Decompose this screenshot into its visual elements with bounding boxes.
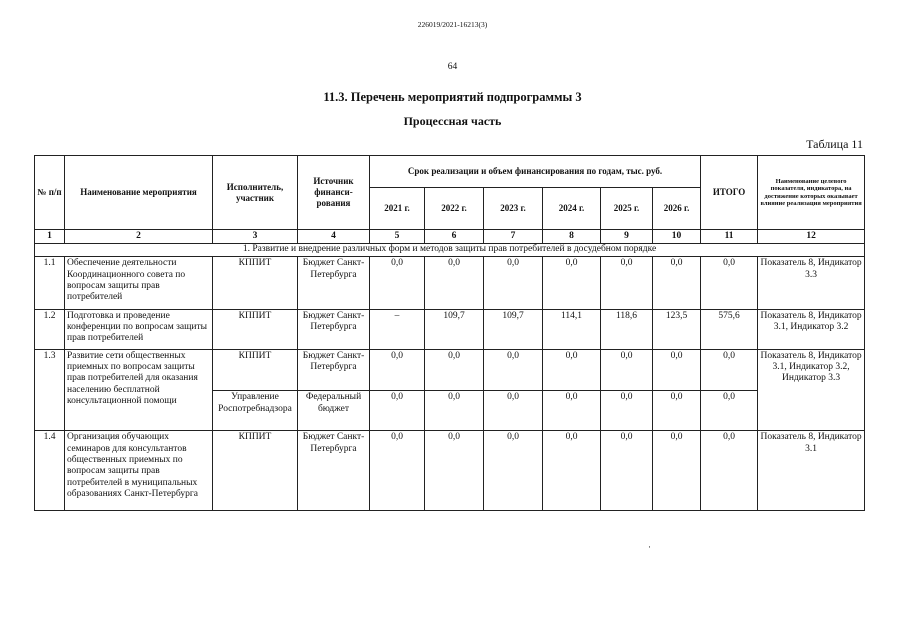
column-number: 12 <box>758 230 865 244</box>
year-value: 118,6 <box>601 309 653 349</box>
funding-source: Бюджет Санкт-Петербурга <box>298 257 370 309</box>
executor: КППИТ <box>213 309 298 349</box>
year-value: 0,0 <box>653 349 701 391</box>
section-title: 1. Развитие и внедрение различных форм и методов защиты прав потребителей в досудебном порядке <box>35 243 865 257</box>
stray-mark: · <box>648 542 651 552</box>
header-year: 2023 г. <box>484 188 543 230</box>
header-period: Срок реализации и объем финансирования по годам, тыс. руб. <box>370 156 701 188</box>
page-title: 11.3. Перечень мероприятий подпрограммы 3 <box>323 90 582 104</box>
year-value: 0,0 <box>601 431 653 511</box>
executor: КППИТ <box>213 257 298 309</box>
table-row <box>35 349 865 391</box>
header-executor: Исполнитель, участник <box>213 156 298 230</box>
table-row <box>35 257 865 309</box>
row-number: 1.4 <box>35 431 65 511</box>
year-value: 0,0 <box>484 257 543 309</box>
column-number: 1 <box>35 230 65 244</box>
row-number: 1.3 <box>35 349 65 431</box>
year-value: 0,0 <box>425 391 484 431</box>
year-value: 0,0 <box>370 391 425 431</box>
header-name: Наименование мероприятия <box>65 156 213 230</box>
year-value: 0,0 <box>543 257 601 309</box>
header-no: № п/п <box>35 156 65 230</box>
header-year: 2021 г. <box>370 188 425 230</box>
year-value: 0,0 <box>601 349 653 391</box>
year-value: 0,0 <box>484 349 543 391</box>
indicator: Показатель 8, Индикатор 3.1, Индикатор 3.2 <box>758 309 865 349</box>
year-value: 0,0 <box>653 431 701 511</box>
year-value: 123,5 <box>653 309 701 349</box>
row-number: 1.1 <box>35 257 65 309</box>
column-numbers-row <box>35 230 865 244</box>
executor: КППИТ <box>213 349 298 391</box>
year-value: 0,0 <box>370 257 425 309</box>
year-value: – <box>370 309 425 349</box>
funding-source: Бюджет Санкт-Петербурга <box>298 349 370 391</box>
header-year: 2026 г. <box>653 188 701 230</box>
year-value: 0,0 <box>653 391 701 431</box>
column-number: 5 <box>370 230 425 244</box>
column-number: 8 <box>543 230 601 244</box>
column-number: 11 <box>701 230 758 244</box>
column-number: 10 <box>653 230 701 244</box>
table-label: Таблица 11 <box>806 137 863 151</box>
year-value: 0,0 <box>425 257 484 309</box>
funding-source: Бюджет Санкт-Петербурга <box>298 309 370 349</box>
total-value: 0,0 <box>701 431 758 511</box>
page-subtitle: Процессная часть <box>403 114 502 128</box>
column-number: 7 <box>484 230 543 244</box>
header-year: 2022 г. <box>425 188 484 230</box>
year-value: 0,0 <box>653 257 701 309</box>
total-value: 0,0 <box>701 257 758 309</box>
page-number: 64 <box>447 62 458 72</box>
executor: КППИТ <box>213 431 298 511</box>
year-value: 114,1 <box>543 309 601 349</box>
year-value: 0,0 <box>601 257 653 309</box>
year-value: 0,0 <box>425 431 484 511</box>
row-number: 1.2 <box>35 309 65 349</box>
header-year: 2024 г. <box>543 188 601 230</box>
indicator: Показатель 8, Индикатор 3.1 <box>758 431 865 511</box>
total-value: 0,0 <box>701 349 758 391</box>
year-value: 0,0 <box>543 349 601 391</box>
year-value: 0,0 <box>370 349 425 391</box>
table-row <box>35 431 865 511</box>
year-value: 0,0 <box>425 349 484 391</box>
total-value: 575,6 <box>701 309 758 349</box>
column-number: 2 <box>65 230 213 244</box>
year-value: 0,0 <box>484 391 543 431</box>
activity-name: Развитие сети общественных приемных по вопросам защиты прав потребителей для оказания населению бесплатной консультационной помощи <box>65 349 213 431</box>
header-total: ИТОГО <box>701 156 758 230</box>
table-row <box>35 309 865 349</box>
year-value: 0,0 <box>543 431 601 511</box>
column-number: 3 <box>213 230 298 244</box>
header-indicator: Наименование целевого показателя, индикатора, на достижение которых оказывает влияние реализация мероприятия <box>758 156 865 230</box>
activity-name: Обеспечение деятельности Координационного совета по вопросам защиты прав потребителей <box>65 257 213 309</box>
indicator: Показатель 8, Индикатор 3.3 <box>758 257 865 309</box>
indicator: Показатель 8, Индикатор 3.1, Индикатор 3.2, Индикатор 3.3 <box>758 349 865 431</box>
year-value: 109,7 <box>484 309 543 349</box>
column-number: 6 <box>425 230 484 244</box>
year-value: 0,0 <box>543 391 601 431</box>
activity-name: Организация обучающих семинаров для консультантов общественных приемных по вопросам защиты прав потребителей в муниципальных образованиях Санкт-Петербурга <box>65 431 213 511</box>
activities-table <box>34 155 865 511</box>
year-value: 0,0 <box>601 391 653 431</box>
executor: Управление Роспотребнадзора <box>213 391 298 431</box>
funding-source: Бюджет Санкт-Петербурга <box>298 431 370 511</box>
funding-source: Федеральный бюджет <box>298 391 370 431</box>
total-value: 0,0 <box>701 391 758 431</box>
year-value: 0,0 <box>484 431 543 511</box>
section-row <box>35 243 865 257</box>
header-year: 2025 г. <box>601 188 653 230</box>
year-value: 0,0 <box>370 431 425 511</box>
column-number: 9 <box>601 230 653 244</box>
column-number: 4 <box>298 230 370 244</box>
document-number: 226019/2021-16213(3) <box>417 20 488 29</box>
year-value: 109,7 <box>425 309 484 349</box>
activity-name: Подготовка и проведение конференции по вопросам защиты прав потребителей <box>65 309 213 349</box>
header-source: Источник финанси-рования <box>298 156 370 230</box>
